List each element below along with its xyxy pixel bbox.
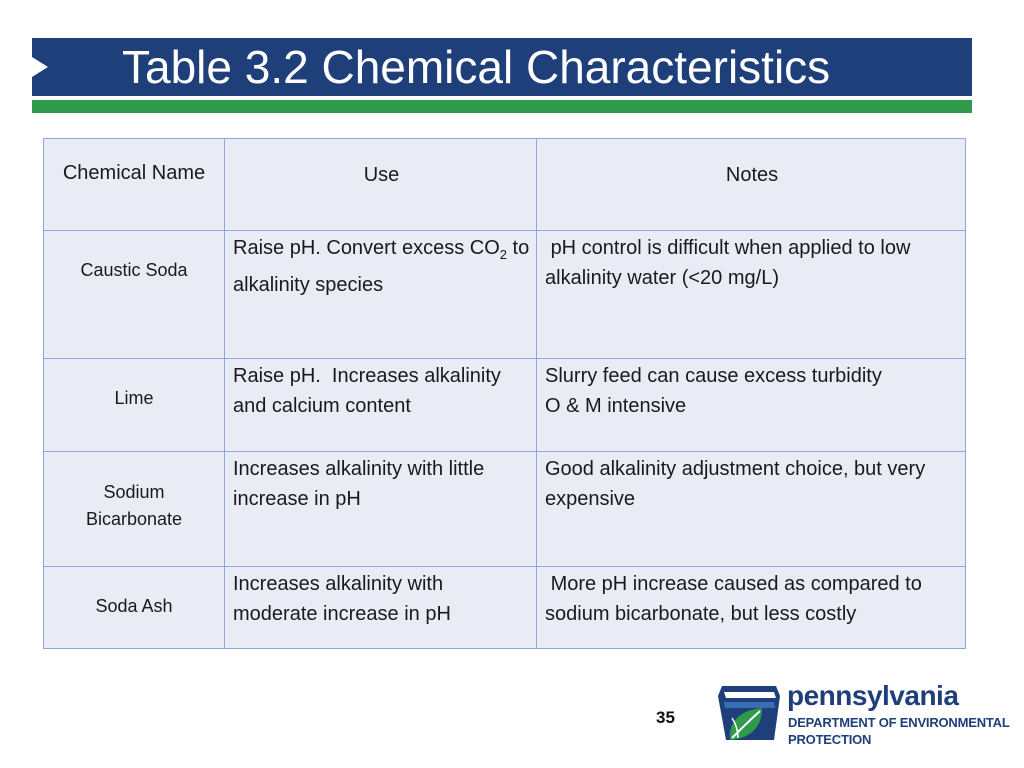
notes-cell <box>537 231 966 359</box>
slide-title: Table 3.2 Chemical Characteristics <box>122 41 831 93</box>
chemical-name-line2: Bicarbonate <box>85 509 183 529</box>
chemical-name-cell <box>44 359 225 452</box>
table-row <box>44 231 966 359</box>
keystone-leaf-logo-icon <box>716 682 782 748</box>
table-header-row <box>44 139 966 231</box>
chemical-name: Lime <box>114 388 154 408</box>
table-row <box>44 452 966 567</box>
use-cell <box>225 231 537 359</box>
chemical-name-cell <box>44 452 225 567</box>
use-text: Increases alkalinity with moderate increase in pH <box>233 573 451 625</box>
notes-text: Good alkalinity adjustment choice, but very expensive <box>545 458 926 510</box>
header-chemical-name: Chemical Name <box>44 139 225 231</box>
notes-text-line1: Slurry feed can cause excess turbidity <box>545 365 882 387</box>
chemical-name: Caustic Soda <box>80 260 188 280</box>
header-use: Use <box>225 139 537 231</box>
logo-wordmark: pennsylvania <box>787 680 959 711</box>
use-text-suffix: to alkalinity species <box>233 237 530 296</box>
logo-subtitle-line1: DEPARTMENT OF ENVIRONMENTAL <box>788 715 1010 730</box>
use-text-prefix: Raise pH. Convert excess CO <box>233 237 500 259</box>
notes-cell <box>537 567 966 649</box>
notes-text: pH control is difficult when applied to low alkalinity water (<20 mg/L) <box>545 237 916 289</box>
notes-text: More pH increase caused as compared to sodium bicarbonate, but less costly <box>545 573 928 625</box>
chemical-name: Soda Ash <box>95 596 173 616</box>
use-cell <box>225 567 537 649</box>
pa-dep-logo <box>716 682 1016 752</box>
title-arrow-icon <box>32 57 48 77</box>
use-cell <box>225 359 537 452</box>
use-text: Increases alkalinity with little increase in pH <box>233 458 485 510</box>
logo-subtitle-line2: PROTECTION <box>788 732 872 747</box>
use-text <box>233 231 530 300</box>
use-text-subscript: 2 <box>499 247 507 262</box>
notes-cell <box>537 359 966 452</box>
green-accent-bar <box>32 100 972 113</box>
header-notes: Notes <box>537 139 966 231</box>
use-text: Raise pH. Increases alkalinity and calcium content <box>233 365 507 417</box>
table-row <box>44 567 966 649</box>
chemical-characteristics-table <box>43 138 966 649</box>
notes-cell <box>537 452 966 567</box>
page-number: 35 <box>656 708 675 727</box>
chemical-name-cell <box>44 231 225 359</box>
use-cell <box>225 452 537 567</box>
notes-text-line2: O & M intensive <box>545 395 687 417</box>
chemical-name-line1: Sodium <box>103 482 165 502</box>
table-row <box>44 359 966 452</box>
chemical-name-cell <box>44 567 225 649</box>
